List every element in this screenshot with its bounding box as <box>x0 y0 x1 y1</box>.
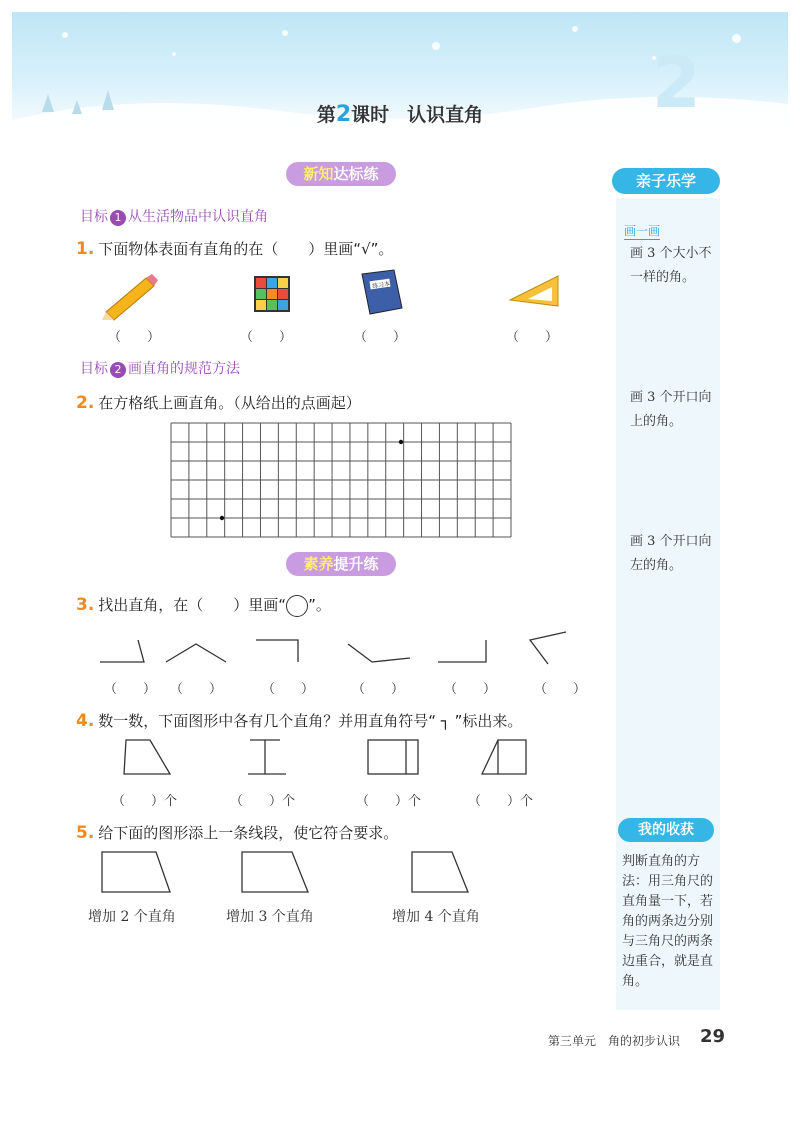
q4-blank-1[interactable]: （ ）个 <box>112 794 178 809</box>
q1-blank-3[interactable]: （ ） <box>354 330 407 345</box>
sidebar-title: 亲子乐学 <box>612 168 720 194</box>
q3-blank-3[interactable]: （ ） <box>262 682 315 697</box>
q5-label-1: 增加 2 个直角 <box>88 909 176 925</box>
section-new-knowledge: 新知达标练 <box>286 162 396 186</box>
q1-blank-4[interactable]: （ ） <box>506 330 559 345</box>
q4-blank-2[interactable]: （ ）个 <box>230 794 296 809</box>
q1-blank-2[interactable]: （ ） <box>240 330 293 345</box>
q3-angles <box>96 628 616 668</box>
q4-blank-4[interactable]: （ ）个 <box>468 794 534 809</box>
grid-start-point-2 <box>220 516 224 520</box>
grid-paper[interactable] <box>170 422 512 538</box>
sidebar-task-1: 画 3 个大小不一样的角。 <box>630 246 712 285</box>
q3-blank-4[interactable]: （ ） <box>352 682 405 697</box>
pencil-image <box>100 270 160 320</box>
q5-label-3: 增加 4 个直角 <box>392 909 480 925</box>
harvest-title: 我的收获 <box>618 818 714 842</box>
set-square-image <box>506 272 566 322</box>
question-3: 3. 找出直角，在（ ）里画“ ”。 <box>76 595 331 615</box>
q4-shapes <box>120 736 540 780</box>
grid-start-point-1 <box>399 440 403 444</box>
page-number: 29 <box>700 1026 726 1047</box>
question-5: 5. 给下面的图形添上一条线段，使它符合要求。 <box>76 823 399 843</box>
notebook-label: 练习本 <box>371 280 391 291</box>
q5-label-2: 增加 3 个直角 <box>226 909 314 925</box>
sidebar-task-2: 画 3 个开口向上的角。 <box>630 390 712 429</box>
svg-text:2: 2 <box>652 42 701 124</box>
question-1: 1. 下面物体表面有直角的在（ ）里画“√”。 <box>76 239 394 259</box>
question-4: 4. 数一数，下面图形中各有几个直角？并用直角符号“ ┐ ”标出来。 <box>76 711 523 731</box>
q3-blank-2[interactable]: （ ） <box>170 682 223 697</box>
q1-blank-1[interactable]: （ ） <box>108 330 161 345</box>
rubiks-cube-image <box>248 268 298 318</box>
sidebar-subhead: 画一画 <box>624 224 661 238</box>
goal-1: 目标 1 从生活物品中认识直角 <box>80 209 268 225</box>
goal-2: 目标 2 画直角的规范方法 <box>80 361 240 377</box>
footer-unit: 第三单元 角的初步认识 <box>548 1034 681 1048</box>
q4-blank-3[interactable]: （ ）个 <box>356 794 422 809</box>
harvest-note: 判断直角的方法：用三角尺的直角量一下，若角的两条边分别与三角尺的两条边重合，就是直角。 <box>622 854 714 989</box>
circle-symbol-icon <box>286 595 308 617</box>
sidebar-task-3: 画 3 个开口向左的角。 <box>630 534 712 573</box>
notebook-image <box>356 268 406 318</box>
q3-blank-5[interactable]: （ ） <box>444 682 497 697</box>
question-2: 2. 在方格纸上画直角。（从给出的点画起） <box>76 393 361 413</box>
q5-shapes <box>96 848 496 898</box>
section-literacy: 素养提升练 <box>286 552 396 576</box>
q3-blank-6[interactable]: （ ） <box>534 682 587 697</box>
q3-blank-1[interactable]: （ ） <box>104 682 157 697</box>
lesson-title: 第2课时 认识直角 <box>316 102 484 127</box>
